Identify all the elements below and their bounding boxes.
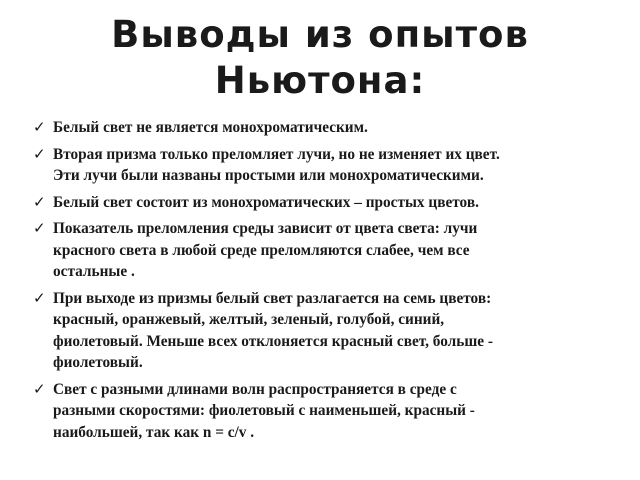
title-line-1: Выводы из опытов xyxy=(111,13,529,56)
bullet-text xyxy=(53,192,613,214)
bullet-list xyxy=(33,117,613,448)
checkmark-icon: ✓ xyxy=(33,192,46,211)
checkmark-icon: ✓ xyxy=(33,219,46,237)
bullet-text xyxy=(53,144,613,187)
bullet-item xyxy=(33,218,613,283)
bullet-text xyxy=(53,379,613,444)
bullet-line: фиолетовый. xyxy=(53,354,143,371)
bullet-line: разными скоростями: фиолетовый с наименьшей, красный - xyxy=(53,402,475,419)
checkmark-icon: ✓ xyxy=(33,144,46,163)
bullet-text xyxy=(53,218,613,283)
bullet-line: красного света в любой среде преломляются слабее, чем все xyxy=(53,241,470,259)
bullet-line: Вторая призма только преломляет лучи, но не изменяет их цвет. xyxy=(53,145,500,163)
bullet-text xyxy=(53,117,613,139)
checkmark-icon: ✓ xyxy=(33,118,46,136)
bullet-line: красный, оранжевый, желтый, зеленый, голубой, синий, xyxy=(53,311,445,328)
bullet-line: остальные . xyxy=(53,263,135,280)
bullet-text xyxy=(53,288,613,374)
bullet-line: Показатель преломления среды зависит от цвета света: лучи xyxy=(53,220,478,237)
bullet-item xyxy=(33,117,613,139)
bullet-item xyxy=(33,144,613,187)
bullet-line: Свет с разными длинами волн распространяется в среде с xyxy=(53,380,457,398)
bullet-item xyxy=(33,379,613,444)
slide-title xyxy=(90,12,550,104)
bullet-line: фиолетовый. Меньше всех отклоняется красный свет, больше - xyxy=(53,332,493,350)
bullet-item xyxy=(33,192,613,214)
checkmark-icon: ✓ xyxy=(33,288,46,307)
bullet-line: Белый свет состоит из монохроматических – простых цветов. xyxy=(53,193,479,211)
bullet-line: наибольшей, так как n = c/v . xyxy=(53,423,255,441)
bullet-line: Эти лучи были названы простыми или монохроматическими. xyxy=(53,167,484,184)
bullet-line: При выходе из призмы белый свет разлагается на семь цветов: xyxy=(53,289,492,307)
title-line-2: Ньютона: xyxy=(214,59,426,102)
bullet-item xyxy=(33,288,613,374)
bullet-line: Белый свет не является монохроматическим. xyxy=(53,119,368,136)
checkmark-icon: ✓ xyxy=(33,379,46,398)
